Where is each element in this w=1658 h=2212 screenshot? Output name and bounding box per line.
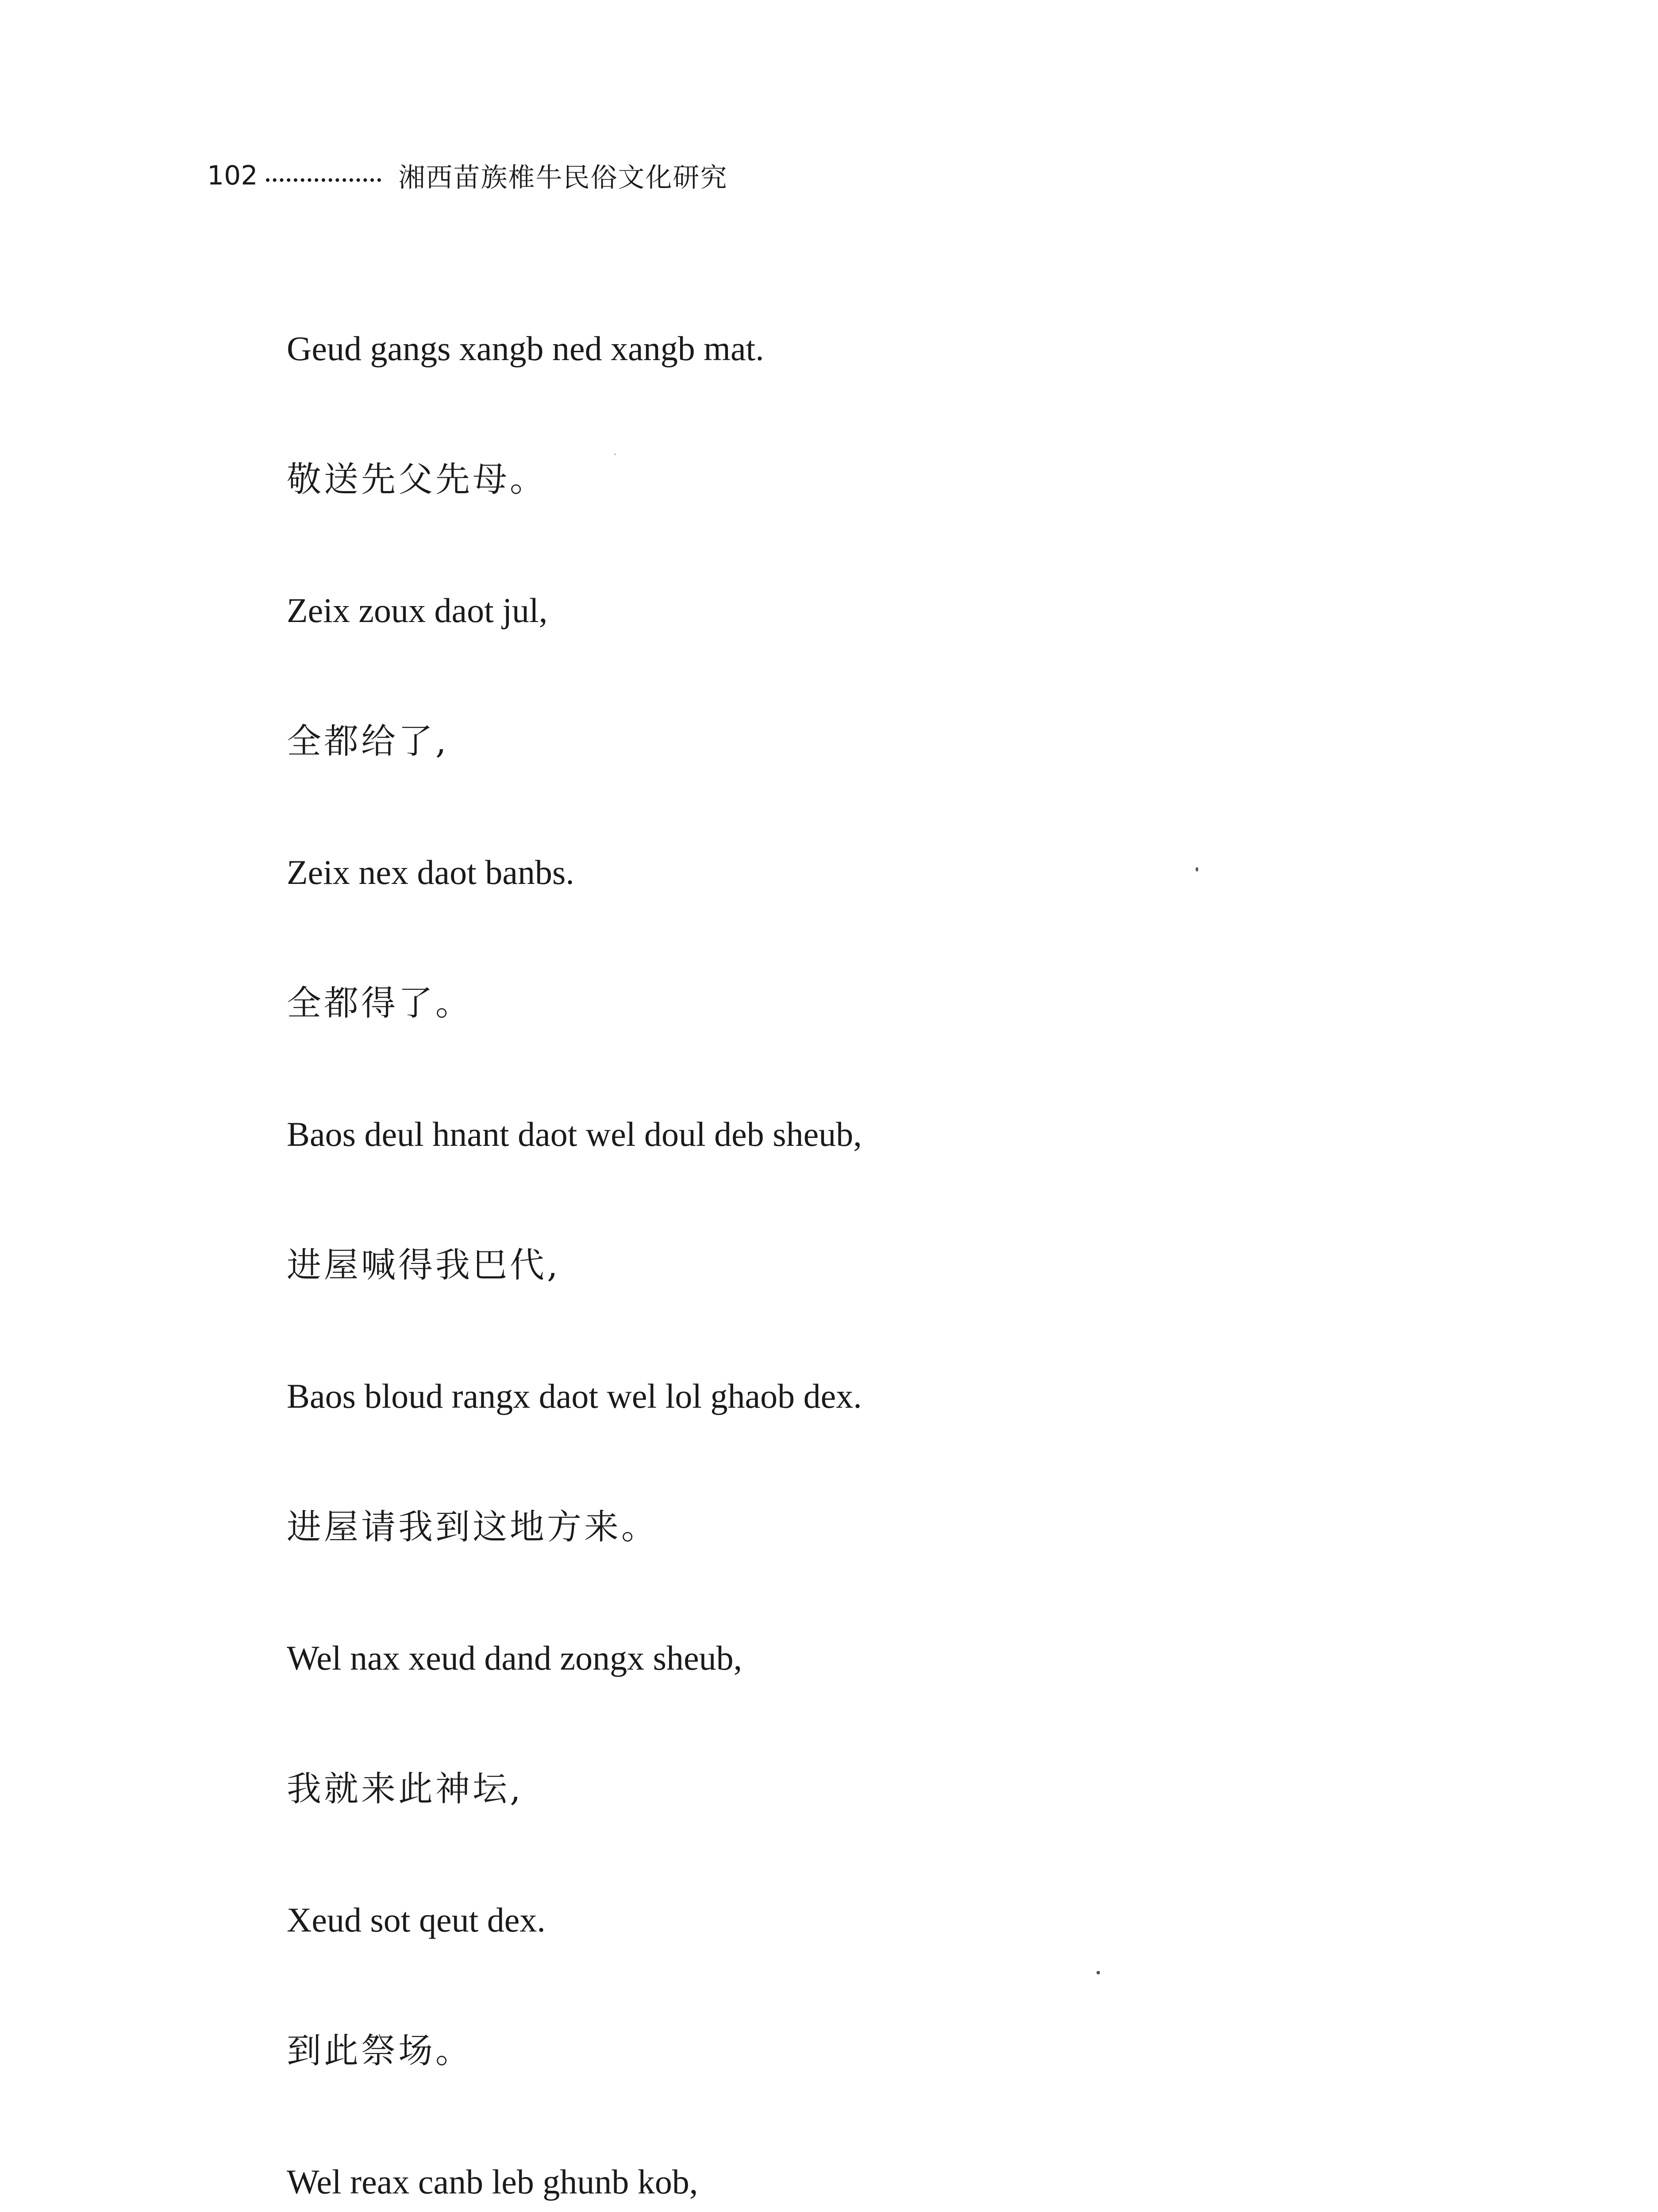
stanza-1	[287, 283, 1570, 2212]
miao-line: Wel reax canb leb ghunb kob,	[287, 2162, 698, 2201]
scan-speck	[614, 453, 616, 455]
miao-line: Xeud sot qeut dex.	[287, 1901, 546, 1939]
running-header	[207, 156, 728, 196]
chinese-line: 进屋喊得我巴代,	[287, 1245, 561, 1285]
book-title: 湘西苗族椎牛民俗文化研究	[398, 162, 728, 193]
miao-line: Zeix zoux daot jul,	[287, 591, 548, 630]
chinese-line: 敬送先父先母。	[287, 460, 547, 499]
chinese-line: 进屋请我到这地方来。	[287, 1507, 659, 1547]
chinese-line: 全都得了。	[287, 983, 473, 1023]
dot-leader	[266, 178, 381, 182]
scan-speck	[1196, 867, 1198, 872]
chinese-line: 全都给了,	[287, 722, 449, 761]
miao-line: Zeix nex daot banbs.	[287, 853, 574, 891]
miao-line: Wel nax xeud dand zongx sheub,	[287, 1639, 742, 1677]
scan-speck	[1096, 1971, 1100, 1974]
verse-body	[287, 283, 1570, 2212]
chinese-line: 我就来此神坛,	[287, 1769, 523, 1809]
chinese-line: 到此祭场。	[287, 2031, 473, 2071]
page-number: 102	[207, 160, 258, 191]
miao-line: Baos bloud rangx daot wel lol ghaob dex.	[287, 1377, 862, 1415]
miao-line: Baos deul hnant daot wel doul deb sheub,	[287, 1115, 862, 1153]
miao-line: Geud gangs xangb ned xangb mat.	[287, 329, 764, 368]
